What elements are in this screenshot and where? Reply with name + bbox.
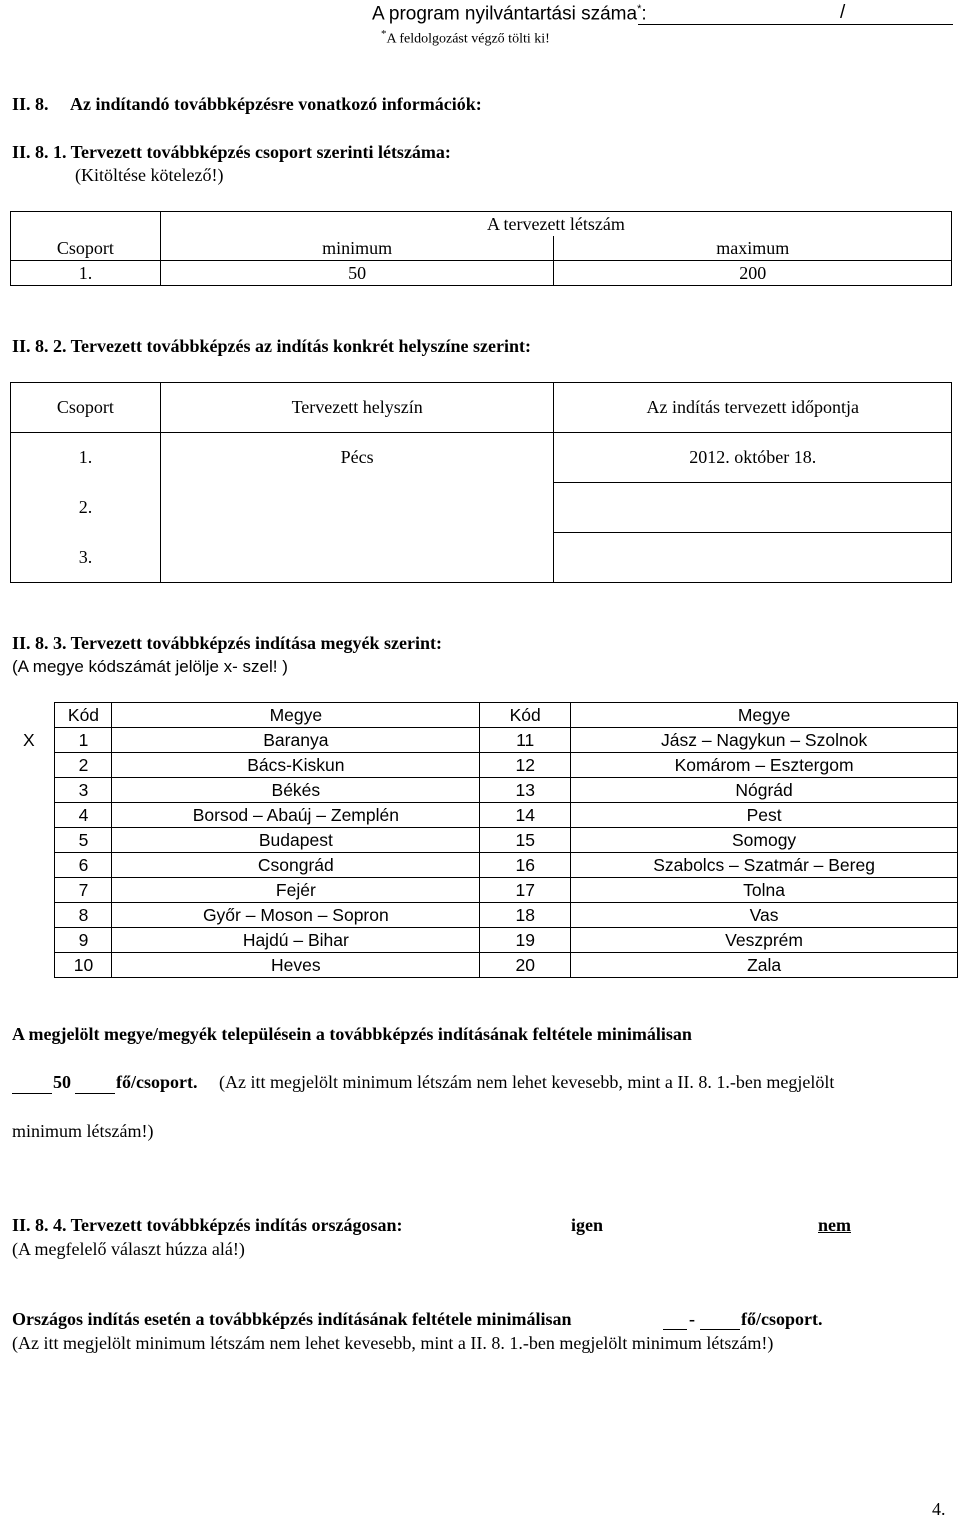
national-max-field[interactable] (700, 1329, 740, 1330)
county-table (10, 702, 958, 978)
county-cell: Komárom – Esztergom (571, 753, 958, 778)
col-header-county: Megye (112, 703, 480, 728)
s1-subtitle: (Kitöltése kötelező!) (75, 165, 224, 185)
code-cell: 1 (55, 728, 112, 753)
county-cell: Szabolcs – Szatmár – Bereg (571, 853, 958, 878)
s4-title: II. 8. 4. Tervezett továbbképzés indítás országosan: (12, 1215, 403, 1235)
group-cell: 3. (11, 533, 161, 583)
blank-line (75, 1093, 115, 1094)
code-cell: 14 (480, 803, 571, 828)
start-date-cell[interactable] (554, 533, 952, 583)
table-row (10, 953, 958, 978)
header-note: *A feldolgozást végző tölti ki! (381, 28, 550, 47)
table-row (10, 828, 958, 853)
location-cell[interactable]: Pécs (160, 433, 554, 483)
county-cell: Baranya (112, 728, 480, 753)
start-date-cell[interactable] (554, 483, 952, 533)
table-row (10, 903, 958, 928)
county-cell: Budapest (112, 828, 480, 853)
condition-text: A megjelölt megye/megyék településein a továbbképzés indításának feltétele minimálisan (12, 1024, 692, 1044)
code-cell: 5 (55, 828, 112, 853)
condition-note-2: minimum létszám!) (12, 1121, 154, 1141)
condition-value[interactable]: 50 (53, 1072, 71, 1092)
col-header-start-date: Az indítás tervezett időpontja (554, 383, 952, 433)
table-row (10, 728, 958, 753)
national-note: (Az itt megjelölt minimum létszám nem lehet kevesebb, mint a II. 8. 1.-ben megjelölt minimum létszám!) (12, 1333, 774, 1353)
table-row (11, 433, 952, 483)
code-cell: 7 (55, 878, 112, 903)
county-cell: Veszprém (571, 928, 958, 953)
code-cell: 13 (480, 778, 571, 803)
code-cell: 10 (55, 953, 112, 978)
registry-number-field[interactable] (638, 24, 953, 25)
group-headcount-table (10, 211, 952, 286)
option-yes[interactable]: igen (571, 1215, 604, 1235)
code-cell: 11 (480, 728, 571, 753)
table-row (10, 878, 958, 903)
county-cell: Békés (112, 778, 480, 803)
col-header-group: Csoport (11, 383, 161, 433)
county-cell: Nógrád (571, 778, 958, 803)
selection-mark[interactable] (10, 953, 55, 978)
code-cell: 6 (55, 853, 112, 878)
code-cell: 12 (480, 753, 571, 778)
county-cell: Vas (571, 903, 958, 928)
selection-mark[interactable] (10, 903, 55, 928)
county-cell: Csongrád (112, 853, 480, 878)
s4-subtitle: (A megfelelő választ húzza alá!) (12, 1239, 245, 1259)
option-no[interactable]: nem (818, 1215, 851, 1235)
code-cell: 2 (55, 753, 112, 778)
page-number: 4. (932, 1499, 946, 1519)
table-row (10, 753, 958, 778)
s2-title: II. 8. 2. Tervezett továbbképzés az indítás konkrét helyszíne szerint: (12, 336, 531, 356)
code-cell: 18 (480, 903, 571, 928)
national-dash: - (689, 1309, 695, 1329)
selection-mark[interactable] (10, 878, 55, 903)
code-cell: 15 (480, 828, 571, 853)
s3-title: II. 8. 3. Tervezett továbbképzés indítása megyék szerint: (12, 633, 442, 653)
table-row (11, 533, 952, 583)
code-cell: 8 (55, 903, 112, 928)
col-header-code: Kód (55, 703, 112, 728)
county-cell: Fejér (112, 878, 480, 903)
group-cell: 1. (11, 261, 161, 286)
minimum-cell[interactable]: 50 (160, 261, 554, 286)
table-row (10, 853, 958, 878)
national-min-field[interactable] (663, 1329, 687, 1330)
table-row (10, 928, 958, 953)
group-cell: 1. (11, 433, 161, 483)
condition-unit: fő/csoport. (116, 1072, 198, 1092)
group-cell: 2. (11, 483, 161, 533)
national-unit: fő/csoport. (741, 1309, 823, 1329)
col-header-location: Tervezett helyszín (160, 383, 554, 433)
col-header-code-2: Kód (480, 703, 571, 728)
county-cell: Győr – Moson – Sopron (112, 903, 480, 928)
county-cell: Bács-Kiskun (112, 753, 480, 778)
code-cell: 9 (55, 928, 112, 953)
col-header-group: Csoport (11, 236, 161, 261)
col-header-minimum: minimum (160, 236, 554, 261)
county-cell: Hajdú – Bihar (112, 928, 480, 953)
code-cell: 4 (55, 803, 112, 828)
registry-number-label: A program nyilvántartási száma*: (372, 3, 647, 25)
section-title: II. 8. Az indítandó továbbképzésre vonatkozó információk: (12, 94, 482, 114)
maximum-cell[interactable]: 200 (554, 261, 952, 286)
col-header-maximum: maximum (554, 236, 952, 261)
selection-mark[interactable] (10, 778, 55, 803)
selection-mark[interactable] (10, 853, 55, 878)
selection-mark[interactable]: X (23, 729, 35, 750)
blank-line (12, 1093, 52, 1094)
s3-subtitle: (A megye kódszámát jelölje x- szel! ) (12, 657, 288, 676)
code-cell: 17 (480, 878, 571, 903)
county-cell: Jász – Nagykun – Szolnok (571, 728, 958, 753)
location-table (10, 382, 952, 583)
col-header-county-2: Megye (571, 703, 958, 728)
selection-mark[interactable] (10, 803, 55, 828)
code-cell: 19 (480, 928, 571, 953)
location-cell[interactable] (160, 483, 554, 533)
county-cell: Heves (112, 953, 480, 978)
selection-mark[interactable] (10, 753, 55, 778)
selection-mark[interactable] (10, 928, 55, 953)
county-cell: Tolna (571, 878, 958, 903)
county-cell: Somogy (571, 828, 958, 853)
code-cell: 16 (480, 853, 571, 878)
code-cell: 3 (55, 778, 112, 803)
county-cell: Pest (571, 803, 958, 828)
county-cell: Borsod – Abaúj – Zemplén (112, 803, 480, 828)
selection-mark[interactable] (10, 828, 55, 853)
planned-headcount-header: A tervezett létszám (160, 212, 951, 237)
table-row (11, 483, 952, 533)
code-cell: 20 (480, 953, 571, 978)
national-text: Országos indítás esetén a továbbképzés indításának feltétele minimálisan (12, 1309, 572, 1329)
s1-title: II. 8. 1. Tervezett továbbképzés csoport szerinti létszáma: (12, 142, 451, 162)
registry-slash: / (840, 2, 846, 23)
start-date-cell[interactable]: 2012. október 18. (554, 433, 952, 483)
table-row (10, 803, 958, 828)
condition-note: (Az itt megjelölt minimum létszám nem lehet kevesebb, mint a II. 8. 1.-ben megjelölt (219, 1072, 835, 1092)
location-cell[interactable] (160, 533, 554, 583)
table-row (10, 778, 958, 803)
county-cell: Zala (571, 953, 958, 978)
